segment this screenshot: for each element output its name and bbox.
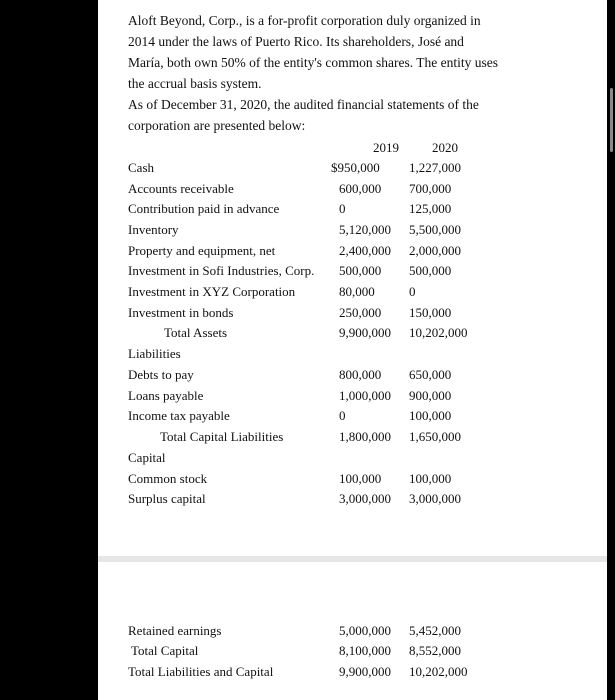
value-2019: 250,000 xyxy=(339,305,382,320)
value-2020: 125,000 xyxy=(409,201,452,216)
page-separator xyxy=(98,556,607,562)
row-label: Total Liabilities and Capital xyxy=(128,664,274,679)
value-2020: 500,000 xyxy=(409,263,452,278)
row-label: Income tax payable xyxy=(128,408,230,423)
value-2020: 650,000 xyxy=(409,367,452,382)
value-2019: 9,900,000 xyxy=(339,664,391,679)
value-2019: 500,000 xyxy=(339,263,382,278)
value-2020: 5,500,000 xyxy=(409,222,461,237)
value-2020: 3,000,000 xyxy=(409,491,461,506)
intro-paragraph-2: As of December 31, 2020, the audited financial statements of the corporation are presented below: xyxy=(128,97,479,133)
intro-paragraph-1: Aloft Beyond, Corp., is a for-profit corporation duly organized in 2014 under the laws of Puerto Rico. Its shareholders, José and María, both own 50% of the entity's common shares. The entity uses the accrual basis system. xyxy=(128,13,498,91)
value-2019: 9,900,000 xyxy=(339,325,391,340)
row-label: Inventory xyxy=(128,222,179,237)
value-2019: 0 xyxy=(339,408,346,423)
row-label: Investment in Sofi Industries, Corp. xyxy=(128,263,315,278)
row-label: Loans payable xyxy=(128,388,204,403)
value-2019: 80,000 xyxy=(339,284,375,299)
section-heading: Capital xyxy=(128,450,166,465)
section-heading: Liabilities xyxy=(128,346,181,361)
value-2019: 2,400,000 xyxy=(339,243,391,258)
value-2019: 5,120,000 xyxy=(339,222,391,237)
value-2019: 600,000 xyxy=(339,181,382,196)
value-2020: 5,452,000 xyxy=(409,623,461,638)
row-label: Common stock xyxy=(128,471,208,486)
row-label: Accounts receivable xyxy=(128,181,234,196)
value-2020: 0 xyxy=(409,284,416,299)
value-2020: 100,000 xyxy=(409,471,452,486)
value-2019: 800,000 xyxy=(339,367,382,382)
value-2019: 1,000,000 xyxy=(339,388,391,403)
value-2019: 0 xyxy=(339,201,346,216)
value-2019: 1,800,000 xyxy=(339,429,391,444)
row-label: Retained earnings xyxy=(128,623,222,638)
value-2019: $950,000 xyxy=(331,160,380,175)
row-label: Total Capital xyxy=(131,643,199,658)
value-2020: 1,650,000 xyxy=(409,429,461,444)
header-2019: 2019 xyxy=(373,140,399,155)
row-label: Debts to pay xyxy=(128,367,194,382)
value-2019: 8,100,000 xyxy=(339,643,391,658)
row-label: Cash xyxy=(128,160,154,175)
value-2020: 10,202,000 xyxy=(409,664,468,679)
row-label: Property and equipment, net xyxy=(128,243,276,258)
row-label: Total Capital Liabilities xyxy=(160,429,284,444)
value-2019: 100,000 xyxy=(339,471,382,486)
value-2020: 1,227,000 xyxy=(409,160,461,175)
row-label: Total Assets xyxy=(164,325,228,340)
value-2020: 150,000 xyxy=(409,305,452,320)
value-2020: 900,000 xyxy=(409,388,452,403)
row-label: Investment in bonds xyxy=(128,305,234,320)
value-2019: 5,000,000 xyxy=(339,623,391,638)
header-2020: 2020 xyxy=(432,140,458,155)
value-2020: 2,000,000 xyxy=(409,243,461,258)
scrollbar[interactable] xyxy=(610,88,613,152)
row-label: Investment in XYZ Corporation xyxy=(128,284,296,299)
row-label: Surplus capital xyxy=(128,491,206,506)
value-2020: 700,000 xyxy=(409,181,452,196)
value-2020: 8,552,000 xyxy=(409,643,461,658)
value-2020: 100,000 xyxy=(409,408,452,423)
row-label: Contribution paid in advance xyxy=(128,201,280,216)
intro-text xyxy=(128,10,500,136)
value-2019: 3,000,000 xyxy=(339,491,391,506)
value-2020: 10,202,000 xyxy=(409,325,468,340)
